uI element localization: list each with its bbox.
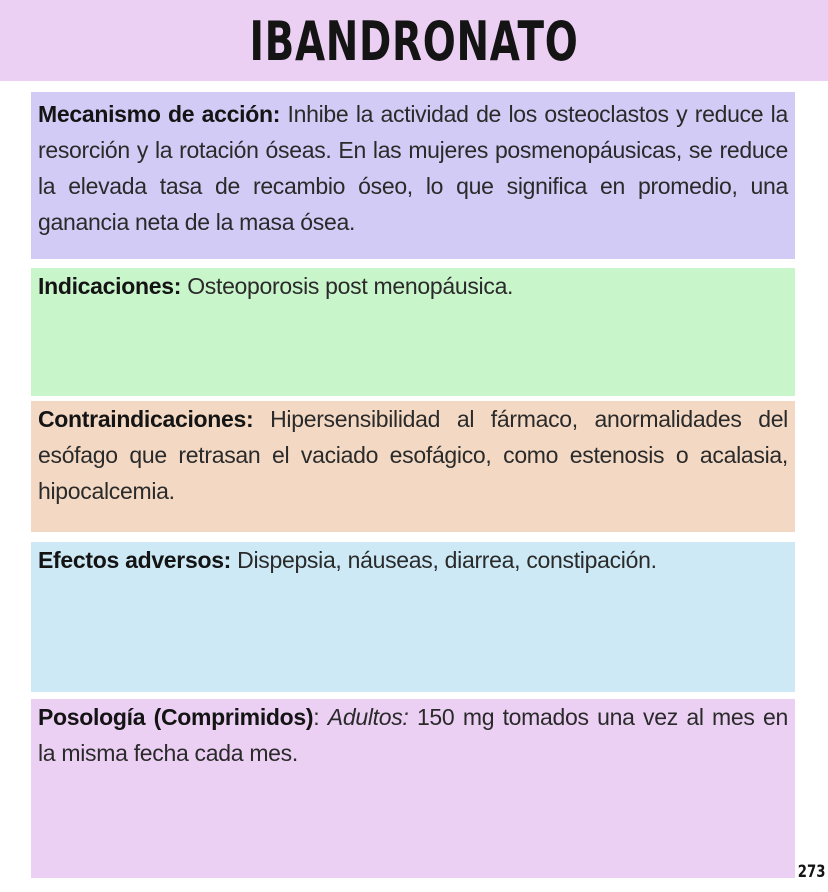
page-title: IBANDRONATO <box>249 10 579 73</box>
mechanism-label: Mecanismo de acción: <box>38 101 281 127</box>
page-number: 273 <box>797 862 825 882</box>
contraindications-label: Contraindicaciones: <box>38 406 254 432</box>
contraindications-text: Hipersensibilidad al fármaco, anormalidades del esófago que retrasan el vaciado esofágico, como estenosis o acalasia, hipocalcemia. <box>38 406 788 504</box>
dosage-qualifier: Adultos: <box>327 704 409 730</box>
adverse-effects-paragraph <box>38 542 788 578</box>
dosage-paragraph <box>38 699 788 771</box>
adverse-effects-card <box>31 542 795 692</box>
indications-label: Indicaciones: <box>38 273 182 299</box>
contraindications-paragraph <box>38 401 788 509</box>
indications-paragraph <box>38 268 788 304</box>
indications-card <box>31 268 795 396</box>
mechanism-card <box>31 92 795 259</box>
indications-text: Osteoporosis post menopáusica. <box>187 273 514 299</box>
adverse-effects-label: Efectos adversos: <box>38 547 232 573</box>
contraindications-card <box>31 401 795 532</box>
dosage-label: Posología (Comprimidos) <box>38 704 314 730</box>
dosage-separator: : <box>313 704 320 730</box>
dosage-text: 150 mg tomados una vez al mes en la misma fecha cada mes. <box>38 704 788 766</box>
mechanism-paragraph <box>38 92 788 240</box>
adverse-effects-text: Dispepsia, náuseas, diarrea, constipación. <box>237 547 657 573</box>
dosage-card <box>31 699 795 878</box>
page-header <box>0 0 828 81</box>
mechanism-text: Inhibe la actividad de los osteoclastos y reduce la resorción y la rotación óseas. En las mujeres posmenopáusicas, se reduce la elevada tasa de recambio óseo, lo que significa en promedio, una ganancia neta de la masa ósea. <box>38 101 788 235</box>
